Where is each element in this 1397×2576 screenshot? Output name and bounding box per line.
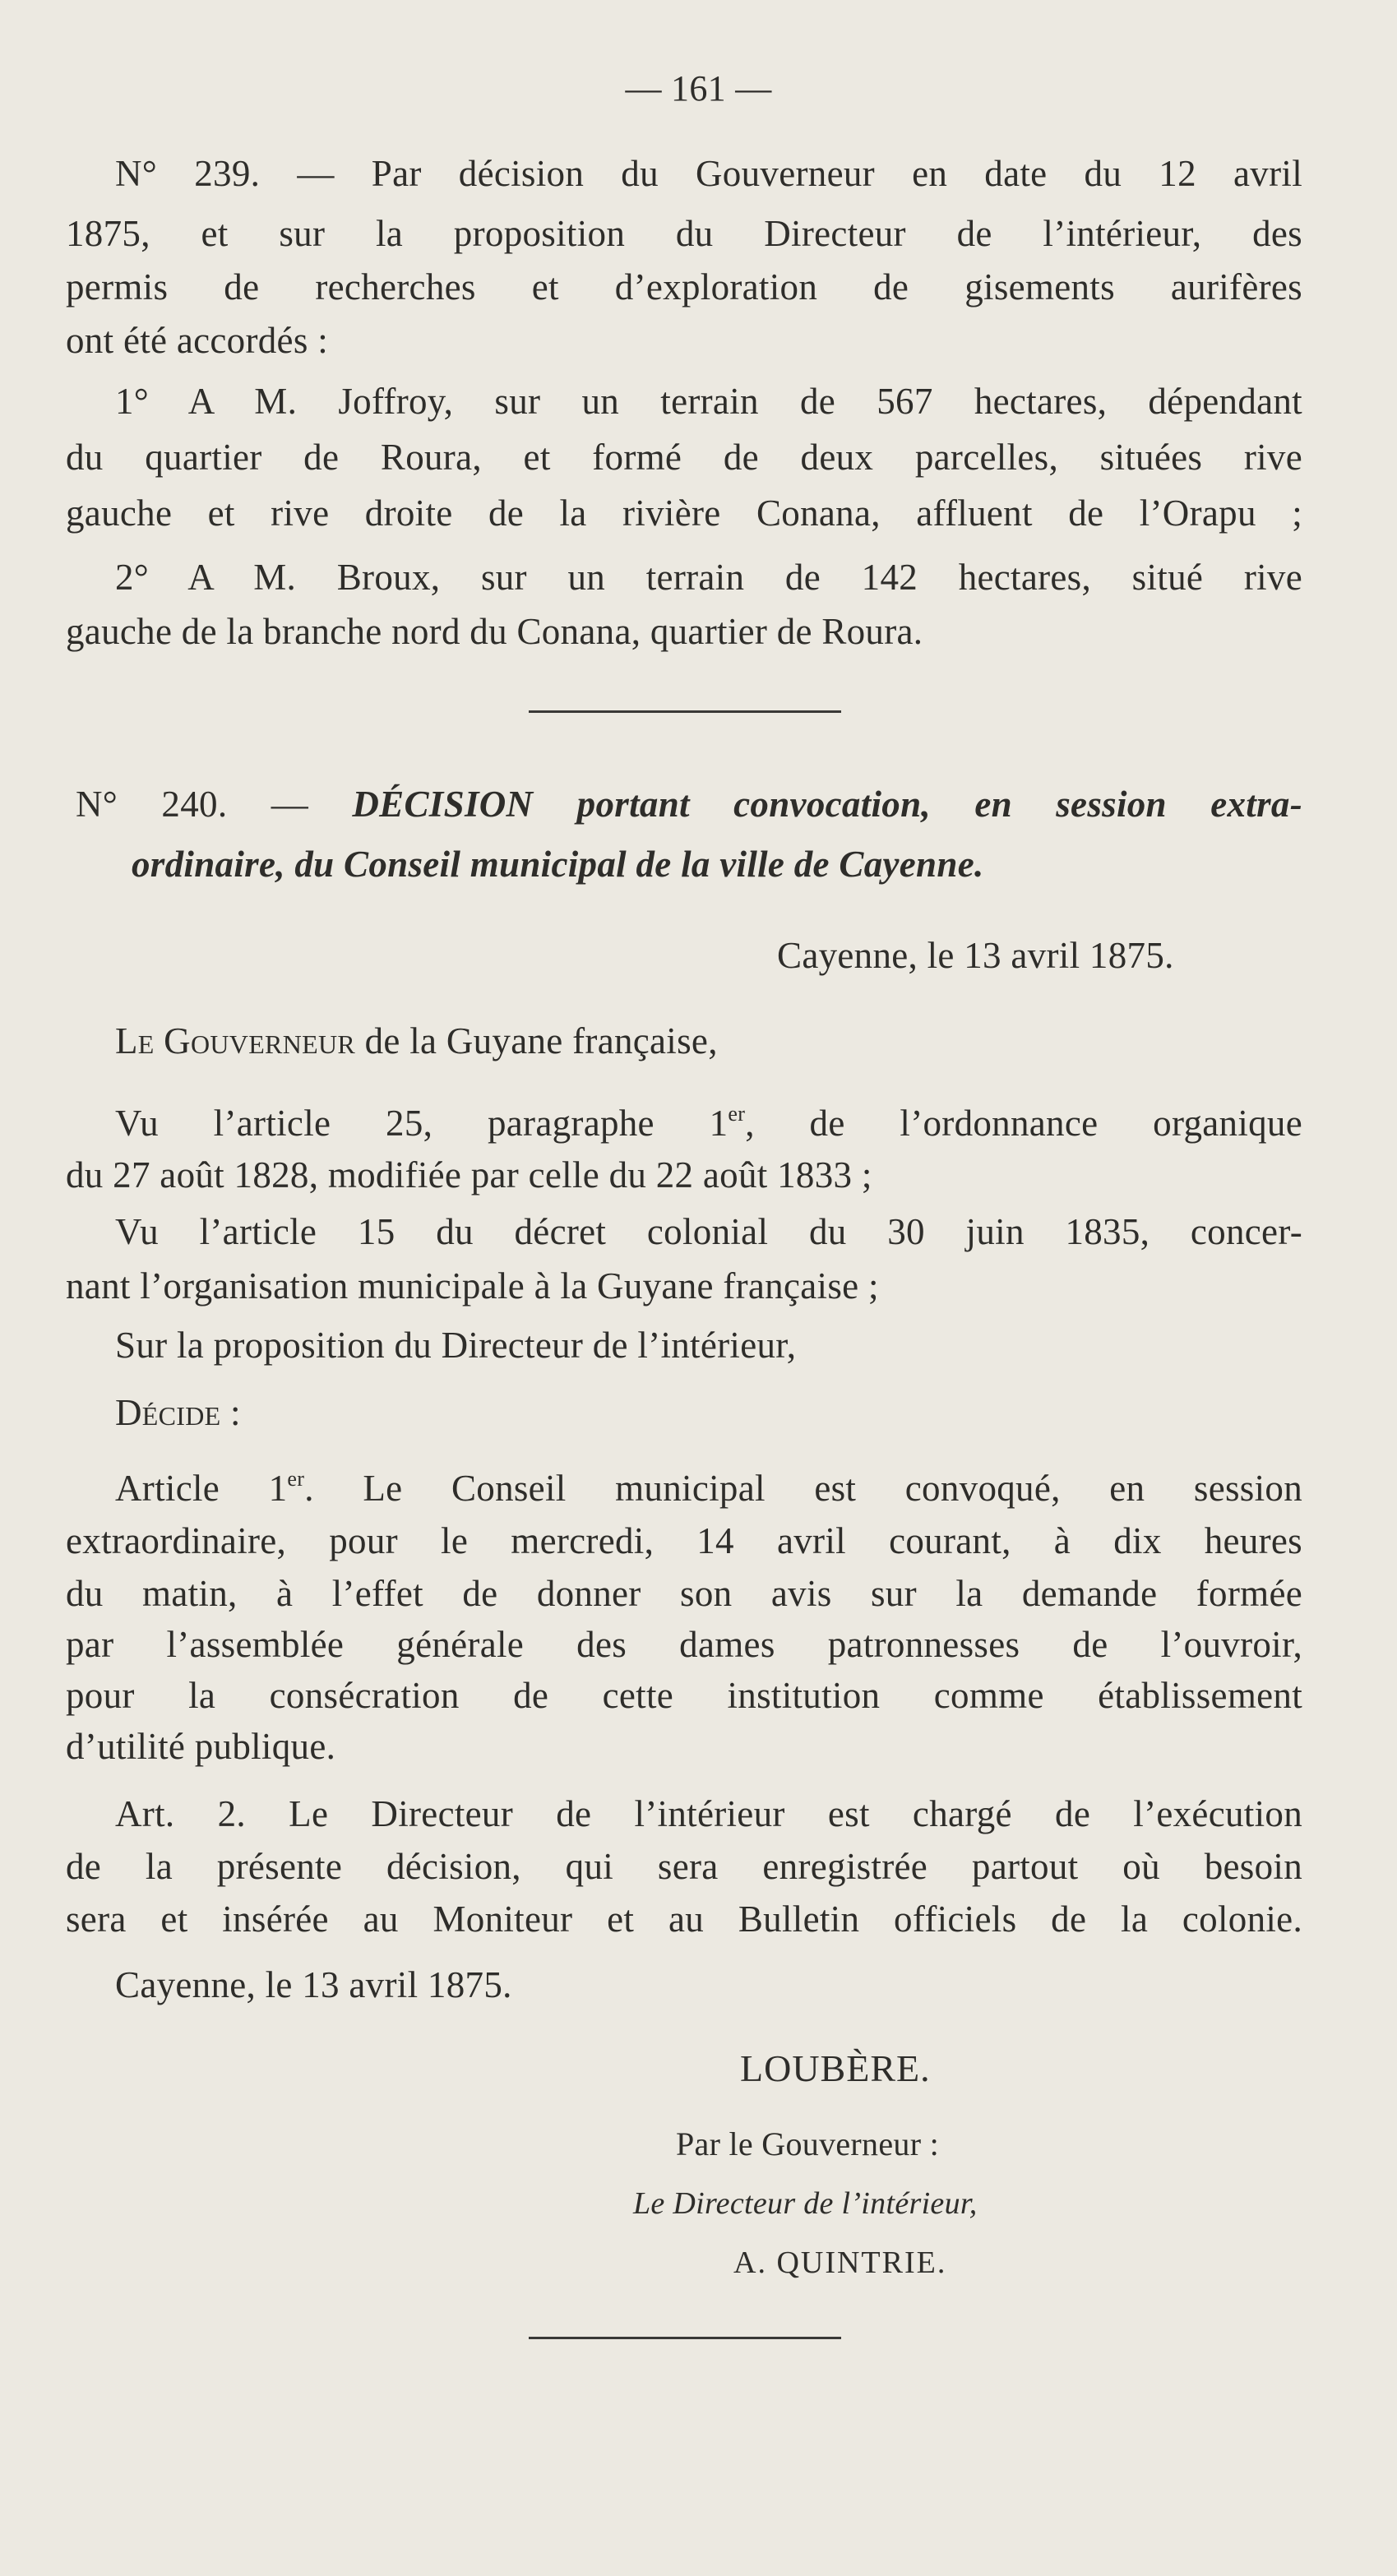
vu-1-line-2: du 27 août 1828, modifiée par celle du 22 août 1833 ; [66, 1154, 872, 1196]
vu-2-line-1: Vu l’article 15 du décret colonial du 30 juin 1835, concer- [115, 1211, 1302, 1252]
article-1-line-6: d’utilité publique. [66, 1726, 336, 1767]
closing-date: Cayenne, le 13 avril 1875. [115, 1964, 512, 2005]
article-1-line-5: pour la consécration de cette institution comme établissement [66, 1675, 1302, 1716]
article-2-line-3: sera et insérée au Moniteur et au Bulletin officiels de la colonie. [66, 1898, 1302, 1940]
article-1-line-3: du matin, à l’effet de donner son avis sur la demande formée [66, 1573, 1302, 1614]
decision-240-title-part-2: ordinaire, du Conseil municipal de la ville de Cayenne. [132, 844, 984, 885]
governor-line [115, 1020, 718, 1062]
article-2-line-1: Art. 2. Le Directeur de l’intérieur est chargé de l’exécution [115, 1793, 1302, 1834]
decision-239-line-8: 2° A M. Broux, sur un terrain de 142 hectares, situé rive [115, 557, 1302, 598]
vu-2-line-2: nant l’organisation municipale à la Guyane française ; [66, 1265, 879, 1306]
by-governor-line: Par le Gouverneur : [676, 2125, 940, 2162]
signature-name: LOUBÈRE. [740, 2047, 931, 2089]
article-1-text: . Le Conseil municipal est convoqué, en session [304, 1468, 1302, 1509]
governor-rest: de la Guyane française, [364, 1020, 718, 1061]
decision-239-line-1: N° 239. — Par décision du Gouverneur en date du 12 avril [115, 153, 1302, 194]
page-number: — 161 — [625, 68, 772, 109]
vu-1-part-b: , de l’ordonnance organique [745, 1103, 1302, 1144]
article-2-line-2: de la présente décision, qui sera enregistrée partout où besoin [66, 1846, 1302, 1887]
vu-1-sup: er [728, 1102, 746, 1126]
article-1-label: Article 1 [115, 1468, 288, 1509]
decision-240-heading-line-1 [76, 783, 1302, 826]
article-1-line-2: extraordinaire, pour le mercredi, 14 avril courant, à dix heures [66, 1520, 1302, 1561]
governor-title: Le Gouverneur [115, 1020, 356, 1061]
proposition-line: Sur la proposition du Directeur de l’intérieur, [115, 1325, 797, 1366]
decision-240-number: N° 240. [76, 784, 228, 825]
decision-239-line-7: gauche et rive droite de la rivière Conana, affluent de l’Orapu ; [66, 493, 1302, 534]
decision-239-line-3: permis de recherches et d’exploration de gisements aurifères [66, 266, 1302, 308]
article-1-line-4: par l’assemblée générale des dames patronnesses de l’ouvroir, [66, 1624, 1302, 1665]
decision-240-title-part-1: DÉCISION portant convocation, en session extra- [352, 784, 1302, 825]
decision-240-place-date: Cayenne, le 13 avril 1875. [777, 935, 1174, 976]
decide-heading: Décide : [115, 1392, 241, 1433]
director-name: A. QUINTRIE. [733, 2245, 947, 2280]
article-1-line-1 [115, 1467, 1302, 1510]
article-1-sup: er [287, 1467, 305, 1491]
section-divider-2 [529, 2337, 841, 2339]
decision-239-line-9: gauche de la branche nord du Conana, quartier de Roura. [66, 611, 923, 652]
decision-239-line-4: ont été accordés : [66, 320, 328, 361]
decision-240-dash: — [271, 784, 309, 825]
decision-239-line-6: du quartier de Roura, et formé de deux parcelles, situées rive [66, 437, 1302, 478]
decision-239-line-5: 1° A M. Joffroy, sur un terrain de 567 hectares, dépendant [115, 381, 1302, 422]
decision-239-line-2: 1875, et sur la proposition du Directeur de l’intérieur, des [66, 213, 1302, 254]
director-title: Le Directeur de l’intérieur, [633, 2186, 978, 2221]
vu-1-line-1 [115, 1102, 1302, 1145]
section-divider-1 [529, 710, 841, 713]
vu-1-part-a: Vu l’article 25, paragraphe 1 [115, 1103, 729, 1144]
